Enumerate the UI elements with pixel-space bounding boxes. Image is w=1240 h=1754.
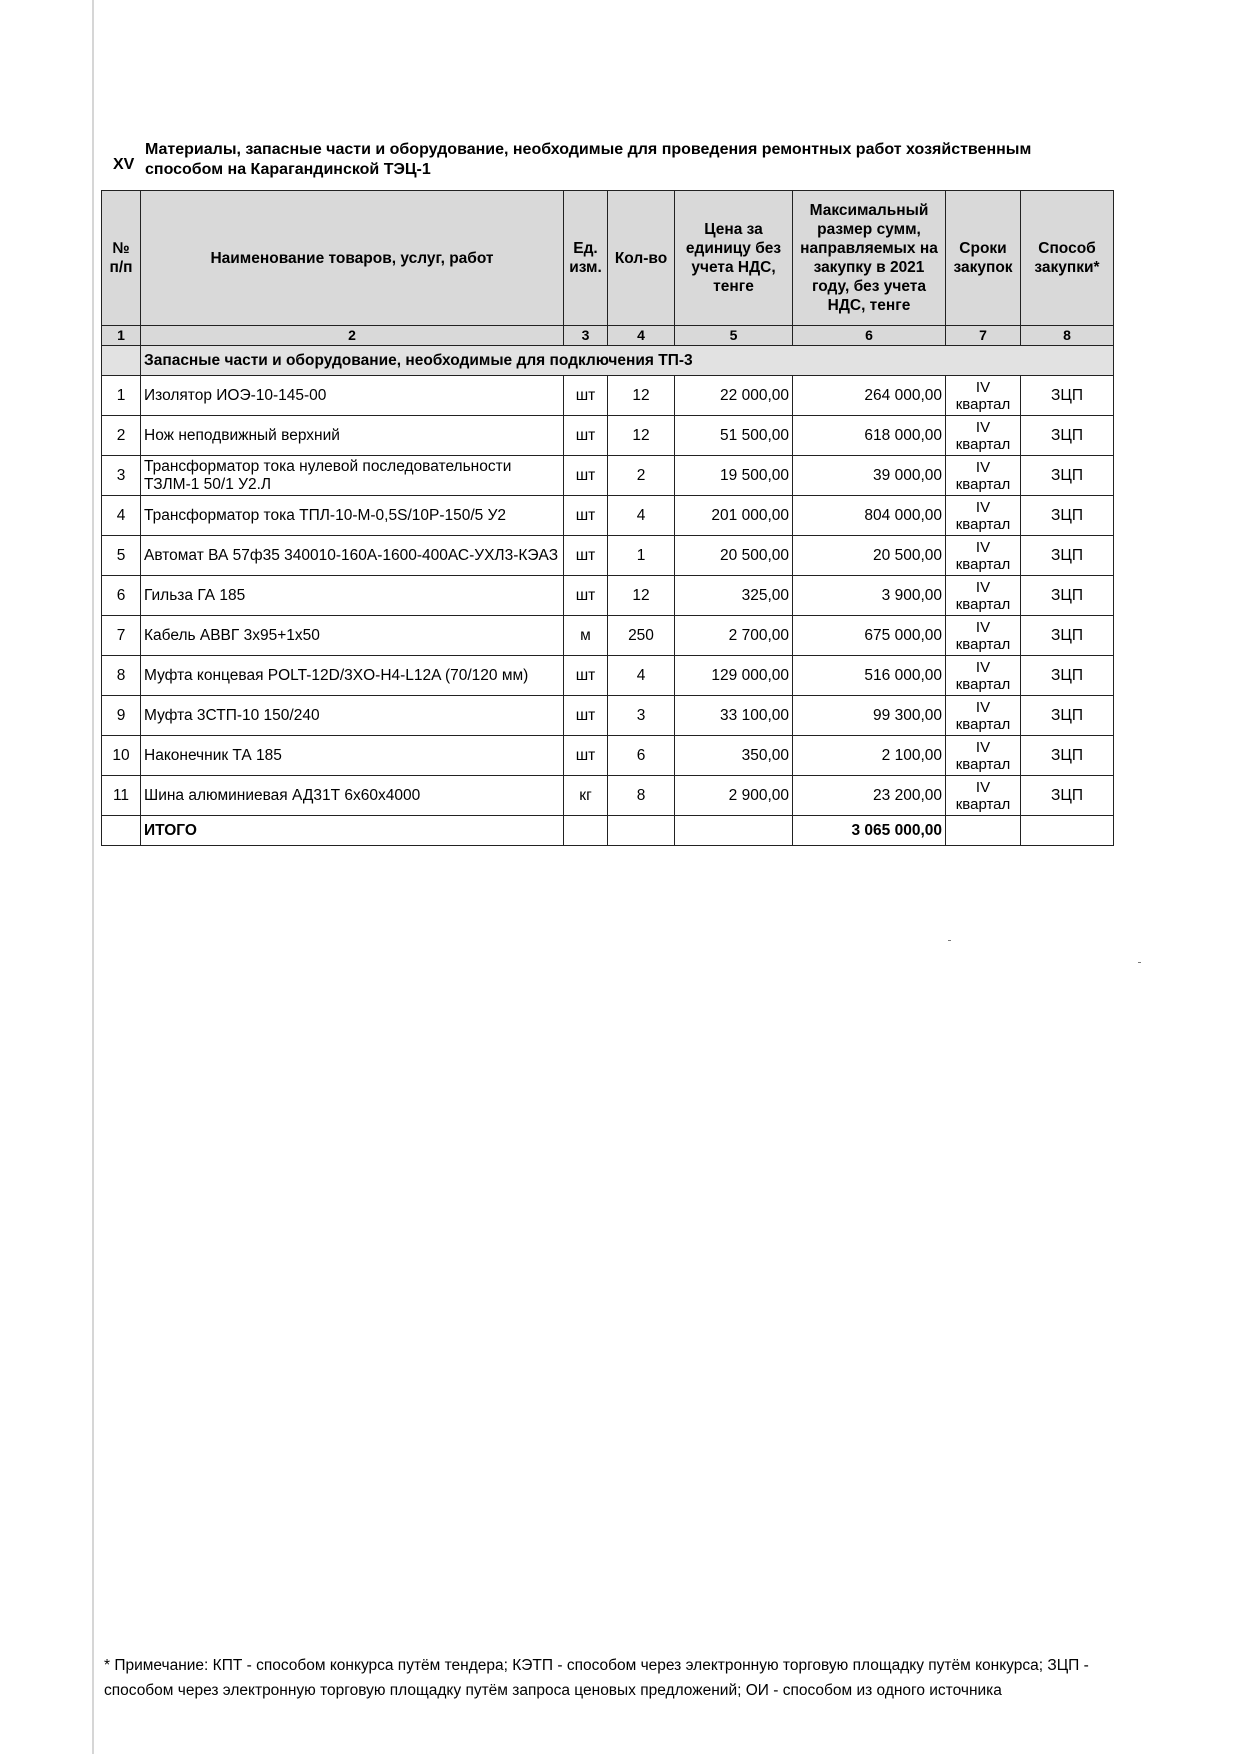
purchase-method-cell: ЗЦП xyxy=(1021,736,1114,776)
item-name-cell: Муфта 3СТП-10 150/240 xyxy=(141,696,564,736)
purchase-term-cell: IV квартал xyxy=(946,496,1021,536)
unit-cell: шт xyxy=(564,416,608,456)
table-row xyxy=(102,536,1114,576)
procurement-table xyxy=(101,190,1114,846)
unit-cell: шт xyxy=(564,496,608,536)
unit-cell: шт xyxy=(564,736,608,776)
unit-price-cell: 2 700,00 xyxy=(675,616,793,656)
purchase-term-cell: IV квартал xyxy=(946,376,1021,416)
purchase-method-cell: ЗЦП xyxy=(1021,576,1114,616)
max-sum-cell: 804 000,00 xyxy=(793,496,946,536)
col-header-number: № п/п xyxy=(102,191,141,326)
max-sum-cell: 264 000,00 xyxy=(793,376,946,416)
item-name-cell: Трансформатор тока нулевой последовательности ТЗЛМ-1 50/1 У2.Л xyxy=(141,456,564,496)
item-name-cell: Муфта концевая POLT-12D/3XO-H4-L12A (70/120 мм) xyxy=(141,656,564,696)
row-number-cell: 9 xyxy=(102,696,141,736)
table-row xyxy=(102,376,1114,416)
quantity-cell: 8 xyxy=(608,776,675,816)
row-number-cell: 1 xyxy=(102,376,141,416)
col-header-term: Сроки закупок xyxy=(946,191,1021,326)
item-name-cell: Автомат ВА 57ф35 340010-160А-1600-400АС-УХЛ3-КЭАЗ xyxy=(141,536,564,576)
table-row xyxy=(102,496,1114,536)
quantity-cell: 4 xyxy=(608,656,675,696)
purchase-term-cell: IV квартал xyxy=(946,776,1021,816)
purchase-method-cell: ЗЦП xyxy=(1021,656,1114,696)
table-row xyxy=(102,576,1114,616)
max-sum-cell: 99 300,00 xyxy=(793,696,946,736)
col-number: 2 xyxy=(141,326,564,346)
unit-cell: м xyxy=(564,616,608,656)
max-sum-cell: 618 000,00 xyxy=(793,416,946,456)
item-name-cell: Кабель АВВГ 3х95+1х50 xyxy=(141,616,564,656)
max-sum-cell: 2 100,00 xyxy=(793,736,946,776)
total-empty xyxy=(102,816,141,846)
quantity-cell: 4 xyxy=(608,496,675,536)
purchase-term-cell: IV квартал xyxy=(946,456,1021,496)
purchase-term-cell: IV квартал xyxy=(946,656,1021,696)
col-number: 4 xyxy=(608,326,675,346)
table-row xyxy=(102,456,1114,496)
purchase-term-cell: IV квартал xyxy=(946,616,1021,656)
total-label: ИТОГО xyxy=(141,816,564,846)
total-empty xyxy=(675,816,793,846)
row-number-cell: 2 xyxy=(102,416,141,456)
purchase-term-cell: IV квартал xyxy=(946,416,1021,456)
scan-edge xyxy=(92,0,94,1754)
section-number: XV xyxy=(113,156,135,173)
unit-cell: шт xyxy=(564,656,608,696)
col-header-name: Наименование товаров, услуг, работ xyxy=(141,191,564,326)
item-name-cell: Наконечник ТА 185 xyxy=(141,736,564,776)
table-row xyxy=(102,696,1114,736)
row-number-cell: 8 xyxy=(102,656,141,696)
table-row xyxy=(102,776,1114,816)
item-name-cell: Нож неподвижный верхний xyxy=(141,416,564,456)
unit-price-cell: 325,00 xyxy=(675,576,793,616)
purchase-method-cell: ЗЦП xyxy=(1021,416,1114,456)
item-name-cell: Трансформатор тока ТПЛ-10-М-0,5S/10Р-150/5 У2 xyxy=(141,496,564,536)
item-name-cell: Изолятор ИОЭ-10-145-00 xyxy=(141,376,564,416)
row-number-cell: 7 xyxy=(102,616,141,656)
section-title-cell: Запасные части и оборудование, необходимые для подключения ТП-3 xyxy=(141,346,1114,376)
col-header-method: Способ закупки* xyxy=(1021,191,1114,326)
quantity-cell: 12 xyxy=(608,416,675,456)
quantity-cell: 250 xyxy=(608,616,675,656)
total-empty xyxy=(564,816,608,846)
col-header-max-sum: Максимальный размер сумм, направляемых на закупку в 2021 году, без учета НДС, тенге xyxy=(793,191,946,326)
footnote: * Примечание: КПТ - способом конкурса путём тендера; КЭТП - способом через электронную торговую площадку путём конкурса; ЗЦП - способом через электронную торговую площадку путём запроса ценовых предложений; ОИ - способом из одного источника xyxy=(104,1657,1089,1699)
purchase-method-cell: ЗЦП xyxy=(1021,496,1114,536)
unit-cell: шт xyxy=(564,536,608,576)
quantity-cell: 12 xyxy=(608,576,675,616)
unit-cell: шт xyxy=(564,376,608,416)
total-row xyxy=(102,816,1114,846)
max-sum-cell: 516 000,00 xyxy=(793,656,946,696)
unit-cell: шт xyxy=(564,576,608,616)
unit-price-cell: 350,00 xyxy=(675,736,793,776)
unit-cell: шт xyxy=(564,456,608,496)
table-row xyxy=(102,616,1114,656)
section-title: Материалы, запасные части и оборудование, необходимые для проведения ремонтных работ хозяйственным способом на Карагандинской ТЭЦ-1 xyxy=(145,141,1032,178)
table-row xyxy=(102,416,1114,456)
unit-price-cell: 20 500,00 xyxy=(675,536,793,576)
col-number: 8 xyxy=(1021,326,1114,346)
item-name-cell: Шина алюминиевая АД31Т 6х60х4000 xyxy=(141,776,564,816)
col-header-unit: Ед. изм. xyxy=(564,191,608,326)
row-number-cell: 11 xyxy=(102,776,141,816)
quantity-cell: 12 xyxy=(608,376,675,416)
row-number-cell: 6 xyxy=(102,576,141,616)
total-empty xyxy=(1021,816,1114,846)
table-row xyxy=(102,656,1114,696)
quantity-cell: 6 xyxy=(608,736,675,776)
unit-price-cell: 22 000,00 xyxy=(675,376,793,416)
purchase-method-cell: ЗЦП xyxy=(1021,456,1114,496)
col-number: 7 xyxy=(946,326,1021,346)
total-empty xyxy=(946,816,1021,846)
header-row xyxy=(102,191,1114,326)
purchase-method-cell: ЗЦП xyxy=(1021,696,1114,736)
purchase-method-cell: ЗЦП xyxy=(1021,536,1114,576)
col-header-price: Цена за единицу без учета НДС, тенге xyxy=(675,191,793,326)
purchase-term-cell: IV квартал xyxy=(946,536,1021,576)
unit-price-cell: 129 000,00 xyxy=(675,656,793,696)
purchase-term-cell: IV квартал xyxy=(946,576,1021,616)
column-number-row xyxy=(102,326,1114,346)
quantity-cell: 2 xyxy=(608,456,675,496)
section-cell-empty xyxy=(102,346,141,376)
col-number: 1 xyxy=(102,326,141,346)
quantity-cell: 3 xyxy=(608,696,675,736)
purchase-method-cell: ЗЦП xyxy=(1021,776,1114,816)
purchase-term-cell: IV квартал xyxy=(946,736,1021,776)
unit-cell: шт xyxy=(564,696,608,736)
unit-price-cell: 201 000,00 xyxy=(675,496,793,536)
table-row xyxy=(102,736,1114,776)
max-sum-cell: 675 000,00 xyxy=(793,616,946,656)
total-empty xyxy=(608,816,675,846)
purchase-method-cell: ЗЦП xyxy=(1021,376,1114,416)
purchase-term-cell: IV квартал xyxy=(946,696,1021,736)
unit-price-cell: 33 100,00 xyxy=(675,696,793,736)
row-number-cell: 5 xyxy=(102,536,141,576)
scan-speck xyxy=(948,940,951,941)
max-sum-cell: 39 000,00 xyxy=(793,456,946,496)
purchase-method-cell: ЗЦП xyxy=(1021,616,1114,656)
quantity-cell: 1 xyxy=(608,536,675,576)
unit-cell: кг xyxy=(564,776,608,816)
col-number: 6 xyxy=(793,326,946,346)
col-number: 5 xyxy=(675,326,793,346)
unit-price-cell: 2 900,00 xyxy=(675,776,793,816)
col-header-qty: Кол-во xyxy=(608,191,675,326)
section-row xyxy=(102,346,1114,376)
max-sum-cell: 20 500,00 xyxy=(793,536,946,576)
item-name-cell: Гильза ГА 185 xyxy=(141,576,564,616)
unit-price-cell: 19 500,00 xyxy=(675,456,793,496)
unit-price-cell: 51 500,00 xyxy=(675,416,793,456)
total-value: 3 065 000,00 xyxy=(793,816,946,846)
row-number-cell: 4 xyxy=(102,496,141,536)
col-number: 3 xyxy=(564,326,608,346)
max-sum-cell: 23 200,00 xyxy=(793,776,946,816)
row-number-cell: 3 xyxy=(102,456,141,496)
scan-speck xyxy=(1138,962,1141,963)
row-number-cell: 10 xyxy=(102,736,141,776)
max-sum-cell: 3 900,00 xyxy=(793,576,946,616)
